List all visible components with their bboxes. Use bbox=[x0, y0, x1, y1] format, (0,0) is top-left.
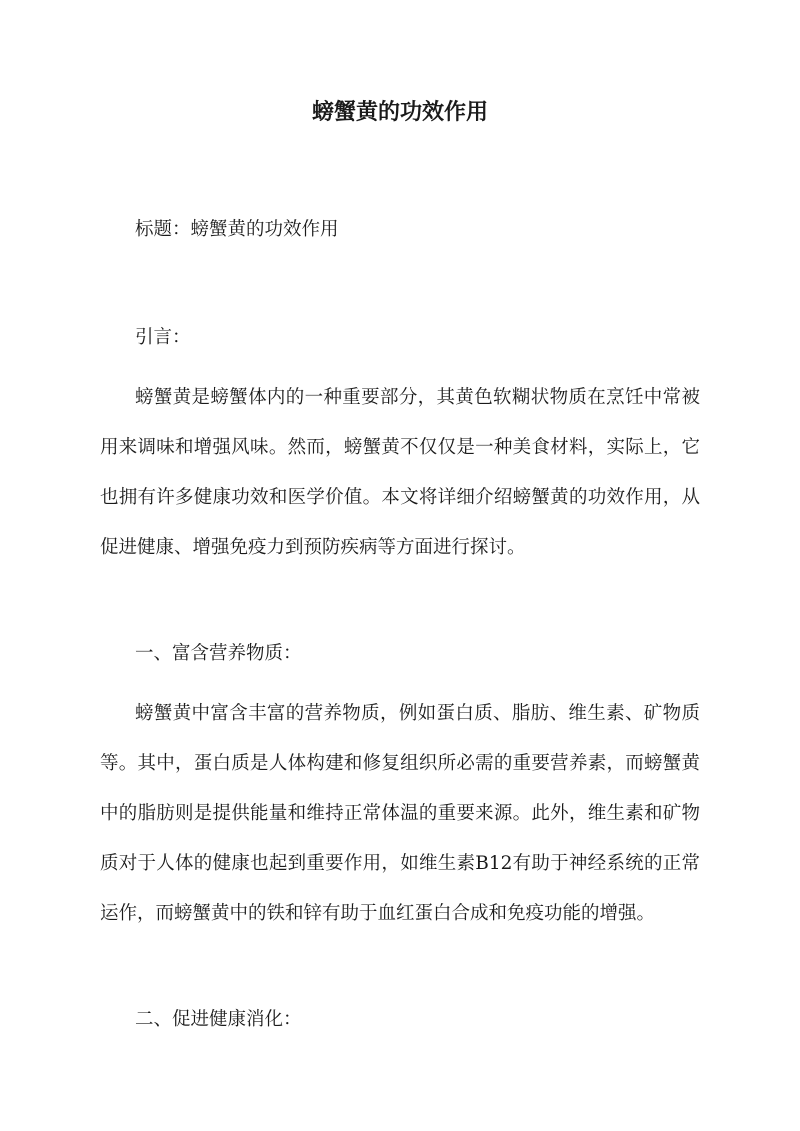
intro-heading: 引言： bbox=[135, 327, 191, 348]
section1-heading: 一、富含营养物质： bbox=[135, 643, 302, 664]
section1-paragraph-line: 中的脂肪则是提供能量和维持正常体温的重要来源。此外，维生素和矿物 bbox=[100, 803, 700, 824]
intro-paragraph-line: 用来调味和增强风味。然而，螃蟹黄不仅仅是一种美食材料，实际上，它 bbox=[100, 437, 700, 458]
intro-paragraph-line: 也拥有许多健康功效和医学价值。本文将详细介绍螃蟹黄的功效作用，从 bbox=[100, 487, 700, 508]
subtitle-line: 标题：螃蟹黄的功效作用 bbox=[135, 219, 339, 240]
section1-paragraph-line: 质对于人体的健康也起到重要作用，如维生素B12有助于神经系统的正常 bbox=[100, 853, 700, 874]
intro-paragraph-line: 螃蟹黄是螃蟹体内的一种重要部分，其黄色软糊状物质在烹饪中常被 bbox=[135, 387, 700, 408]
section1-paragraph-line: 等。其中，蛋白质是人体构建和修复组织所必需的重要营养素，而螃蟹黄 bbox=[100, 753, 700, 774]
intro-paragraph-line: 促进健康、增强免疫力到预防疾病等方面进行探讨。 bbox=[100, 537, 526, 558]
section1-paragraph-line: 螃蟹黄中富含丰富的营养物质，例如蛋白质、脂肪、维生素、矿物质 bbox=[135, 703, 700, 724]
page-title: 螃蟹黄的功效作用 bbox=[311, 99, 488, 125]
section1-paragraph-line: 运作，而螃蟹黄中的铁和锌有助于血红蛋白合成和免疫功能的增强。 bbox=[100, 903, 656, 924]
section2-heading: 二、促进健康消化： bbox=[135, 1009, 302, 1030]
